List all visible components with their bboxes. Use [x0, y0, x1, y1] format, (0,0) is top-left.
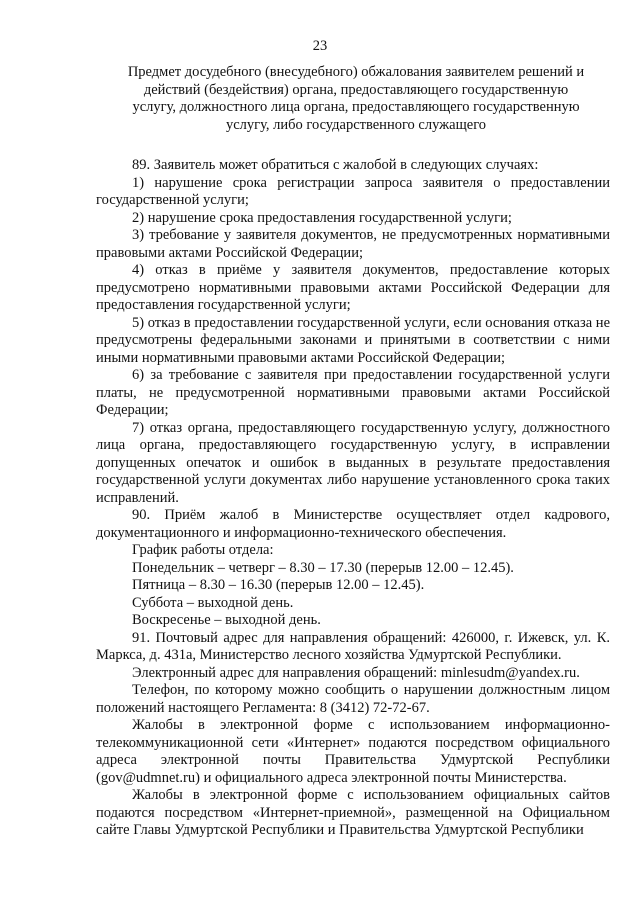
schedule-mon-thu: Понедельник – четверг – 8.30 – 17.30 (перерыв 12.00 – 12.45). [132, 559, 514, 576]
schedule-sat: Суббота – выходной день. [132, 594, 294, 611]
list-item-4: 4) отказ в приёме у заявителя документов, предоставление которых предусмотрено нормативными правовыми актами Российской Федерации для предоставления государственной услуги; [96, 262, 610, 313]
document-body [96, 157, 610, 840]
list-item-5: 5) отказ в предоставлении государственной услуги, если основания отказа не предусмотрены федеральными законами и принятыми в соответствии с ними иными нормативными правовыми актами Российской Федерации; [96, 314, 610, 366]
paragraph-91: 91. Почтовый адрес для направления обращений: 426000, г. Ижевск, ул. К. Маркса, д. 431а, Министерство лесного хозяйства Удмуртской Республики. [96, 629, 610, 663]
schedule-fri: Пятница – 8.30 – 16.30 (перерыв 12.00 – 12.45). [132, 577, 425, 593]
paragraph-official-sites: Жалобы в электронной форме с использованием официальных сайтов подаются посредством «Интернет-приемной», размещенной на Официальном сайте Главы Удмуртской Республики и Правительства Удмуртской Республики [96, 787, 610, 838]
heading-line: услугу, либо государственного служащего [225, 116, 487, 133]
page-number: 23 [312, 38, 328, 54]
email-address: Электронный адрес для направления обращений: minlesudm@yandex.ru. [132, 664, 580, 681]
list-item-3: 3) требование у заявителя документов, не предусмотренных нормативными правовыми актами Российской Федерации; [96, 227, 610, 261]
list-item-2: 2) нарушение срока предоставления государственной услуги; [132, 209, 512, 226]
schedule-sun: Воскресенье – выходной день. [132, 612, 321, 628]
schedule-title: График работы отдела: [132, 542, 274, 558]
list-item-7: 7) отказ органа, предоставляющего государственную услугу, должностного лица органа, предоставляющего государственную услугу, в исправлении допущенных опечаток и ошибок в выданных в результате предоставления государственной услуги документах либо нарушение установленного срока таких исправлений. [96, 419, 610, 506]
paragraph-89: 89. Заявитель может обратиться с жалобой в следующих случаях: [132, 157, 539, 173]
section-heading [96, 64, 616, 134]
heading-line: услугу, должностного лица органа, предоставляющего государственную [132, 99, 580, 115]
list-item-1: 1) нарушение срока регистрации запроса заявителя о предоставлении государственной услуги; [96, 174, 610, 208]
list-item-6: 6) за требование с заявителя при предоставлении государственной услуги платы, не предусмотренной нормативными правовыми актами Российской Федерации; [96, 367, 610, 418]
heading-line: Предмет досудебного (внесудебного) обжалования заявителем решений и [127, 64, 585, 80]
phone-number: Телефон, по которому можно сообщить о нарушении должностным лицом положений настоящего Регламента: 8 (3412) 72-72-67. [96, 682, 610, 716]
paragraph-electronic-complaints: Жалобы в электронной форме с использованием информационно-телекоммуникационной сети «Интернет» подаются посредством официального адреса электронной почты Правительства Удмуртской Республики (gov@udmnet.ru) и официального адреса электронной почты Министерства. [96, 717, 610, 786]
heading-line: действий (бездействия) органа, предоставляющего государственную [143, 81, 569, 98]
paragraph-90: 90. Приём жалоб в Министерстве осуществляет отдел кадрового, документационного и информационно-технического обеспечения. [96, 507, 610, 541]
